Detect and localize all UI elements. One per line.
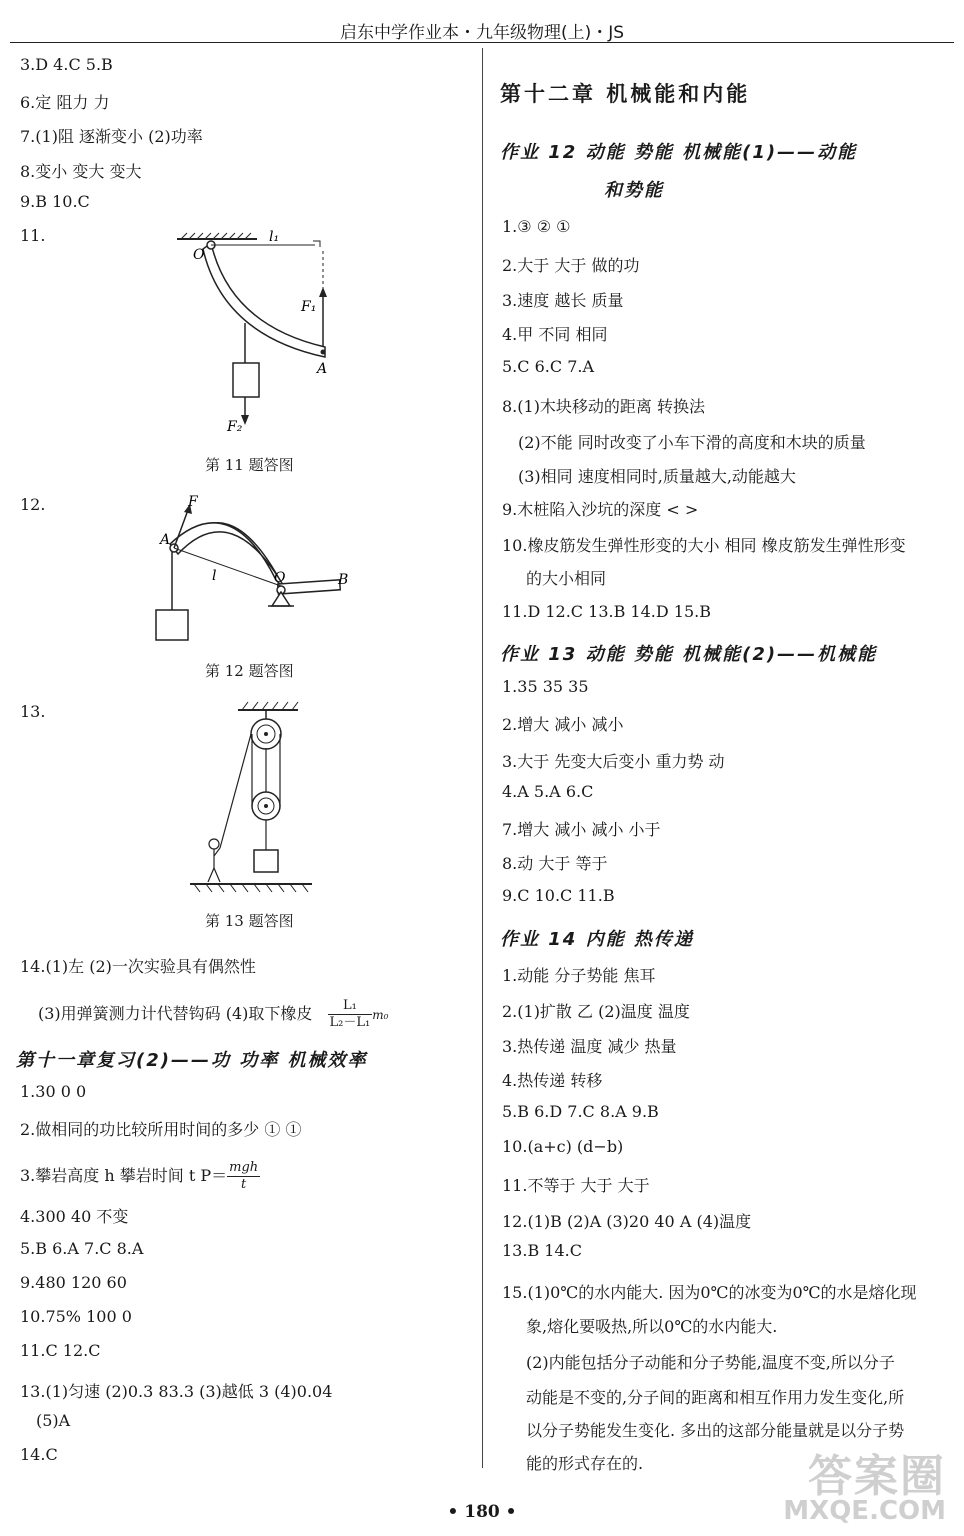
answer-line: 2.做相同的功比较所用时间的多少 ① ① xyxy=(20,1120,302,1139)
fraction-denominator: L₂－L₁ xyxy=(329,1015,371,1030)
answer-line: 13.B 14.C xyxy=(502,1241,582,1260)
label-F1: F₁ xyxy=(301,299,317,315)
label-A: A xyxy=(160,532,171,548)
answer-line: 6.定 阻力 力 xyxy=(20,93,110,112)
answer-line: 13. xyxy=(20,702,46,721)
answer-line: 13.(1)匀速 (2)0.3 83.3 (3)越低 3 (4)0.04 xyxy=(20,1382,333,1401)
answer-line: 14.(1)左 (2)一次实验具有偶然性 xyxy=(20,957,256,976)
label-O: O xyxy=(193,247,205,263)
fraction xyxy=(227,1160,260,1193)
answer-line: 7.(1)阻 逐渐变小 (2)功率 xyxy=(20,127,203,146)
label-l: l xyxy=(212,568,217,584)
homework-14-title: 作业 14 内能 热传递 xyxy=(500,929,694,950)
figure-13-caption: 第 13 题答图 xyxy=(205,912,294,930)
answer-line: 1.动能 分子势能 焦耳 xyxy=(502,966,656,985)
answer-line: 15.(1)0℃的水内能大. 因为0℃的冰变为0℃的水是熔化现 xyxy=(502,1283,917,1302)
answer-line: 7.增大 减小 减小 小于 xyxy=(502,820,661,839)
answer-line: 11.C 12.C xyxy=(20,1341,101,1360)
watermark-logo: 答案圈 xyxy=(808,1451,946,1502)
answer-line: 3.D 4.C 5.B xyxy=(20,55,113,74)
answer-line: 10.(a+c) (d−b) xyxy=(502,1137,624,1156)
answer-line: 8.(1)木块移动的距离 转换法 xyxy=(502,397,706,416)
watermark-url: MXQE.COM xyxy=(783,1496,946,1526)
answer-line: 1.30 0 0 xyxy=(20,1082,87,1101)
figure-12-caption: 第 12 题答图 xyxy=(205,662,294,680)
homework-12-title-cont: 和势能 xyxy=(604,180,664,201)
answer-line: 2.(1)扩散 乙 (2)温度 温度 xyxy=(502,1002,690,1021)
answer-line: (2)不能 同时改变了小车下滑的高度和木块的质量 xyxy=(518,433,866,452)
fraction-numerator: mgh xyxy=(229,1160,259,1175)
answer-line: 9.木桩陷入沙坑的深度 < > xyxy=(502,500,699,519)
fraction-tail: m₀ xyxy=(372,1008,389,1022)
answer-line: 4.热传递 转移 xyxy=(502,1071,603,1090)
answer-line: 8.动 大于 等于 xyxy=(502,854,608,873)
header-rule xyxy=(10,42,954,43)
answer-line: 2.大于 大于 做的功 xyxy=(502,256,640,275)
chapter-title: 第十二章 机械能和内能 xyxy=(500,81,751,106)
answer-line: 1.35 35 35 xyxy=(502,677,589,696)
answer-line: (3)相同 速度相同时,质量越大,动能越大 xyxy=(518,467,796,486)
fraction-numerator: L₁ xyxy=(328,998,373,1015)
label-F2: F₂ xyxy=(227,419,243,435)
figure-13-pulley xyxy=(186,698,316,898)
answer-line xyxy=(38,998,388,1031)
answer-line xyxy=(20,1160,260,1193)
answer-line: 9.C 10.C 11.B xyxy=(502,886,615,905)
answer-line: (5)A xyxy=(36,1411,71,1430)
answer-line: 9.B 10.C xyxy=(20,192,90,211)
answer-line: 5.B 6.D 7.C 8.A 9.B xyxy=(502,1102,659,1121)
answer-text: (3)用弹簧测力计代替钩码 (4)取下橡皮 xyxy=(38,1004,313,1023)
answer-line: 3.速度 越长 质量 xyxy=(502,291,624,310)
answer-text: 3.攀岩高度 h 攀岩时间 t P＝ xyxy=(20,1166,228,1185)
answer-line: 10.橡皮筋发生弹性形变的大小 相同 橡皮筋发生弹性形变 xyxy=(502,536,906,555)
answer-line: 5.B 6.A 7.C 8.A xyxy=(20,1239,144,1258)
answer-line: 4.300 40 不变 xyxy=(20,1207,129,1226)
answer-line: 8.变小 变大 变大 xyxy=(20,162,142,181)
label-O: O xyxy=(274,570,286,586)
homework-12-title: 作业 12 动能 势能 机械能(1)——动能 xyxy=(500,142,858,163)
answer-line: (2)内能包括分子动能和分子势能,温度不变,所以分子 xyxy=(526,1353,895,1372)
label-A: A xyxy=(317,361,328,377)
answer-line: 2.增大 减小 减小 xyxy=(502,715,624,734)
figure-12-lever xyxy=(148,492,358,652)
homework-13-title: 作业 13 动能 势能 机械能(2)——机械能 xyxy=(500,644,878,665)
column-divider xyxy=(482,48,483,1468)
page-header: 启东中学作业本・九年级物理(上)・JS xyxy=(339,23,625,43)
answer-line: 4.甲 不同 相同 xyxy=(502,325,608,344)
answer-line: 1.③ ② ① xyxy=(502,217,571,236)
answer-line: 9.480 120 60 xyxy=(20,1273,127,1292)
answer-line: 动能是不变的,分子间的距离和相互作用力发生变化,所 xyxy=(526,1388,905,1407)
figure-11-caption: 第 11 题答图 xyxy=(205,456,294,474)
fraction-denominator: t xyxy=(241,1177,247,1192)
answer-line: 11.D 12.C 13.B 14.D 15.B xyxy=(502,602,711,621)
answer-line: 11. xyxy=(20,226,46,245)
answer-line: 5.C 6.C 7.A xyxy=(502,357,595,376)
answer-line: 12. xyxy=(20,495,46,514)
answer-line: 3.大于 先变大后变小 重力势 动 xyxy=(502,752,725,771)
answer-line: 10.75% 100 0 xyxy=(20,1307,132,1326)
page-number: • 180 • xyxy=(447,1502,517,1522)
answer-line: 11.不等于 大于 大于 xyxy=(502,1176,650,1195)
answer-line: 象,熔化要吸热,所以0℃的水内能大. xyxy=(526,1317,778,1336)
answer-line: 14.C xyxy=(20,1445,58,1464)
label-B: B xyxy=(338,572,349,588)
answer-line: 的大小相同 xyxy=(526,569,607,588)
answer-line: 以分子势能发生变化. 多出的这部分能量就是以分子势 xyxy=(526,1421,905,1440)
figure-11-lever xyxy=(165,225,345,440)
answer-line: 3.热传递 温度 减少 热量 xyxy=(502,1037,677,1056)
fraction xyxy=(328,998,373,1031)
answer-line: 12.(1)B (2)A (3)20 40 A (4)温度 xyxy=(502,1212,752,1231)
review-section-title: 第十一章复习(2)——功 功率 机械效率 xyxy=(16,1050,368,1071)
answer-line: 能的形式存在的. xyxy=(526,1454,644,1473)
label-l1: l₁ xyxy=(269,229,280,245)
label-F: F xyxy=(188,494,198,510)
answer-line: 4.A 5.A 6.C xyxy=(502,782,594,801)
